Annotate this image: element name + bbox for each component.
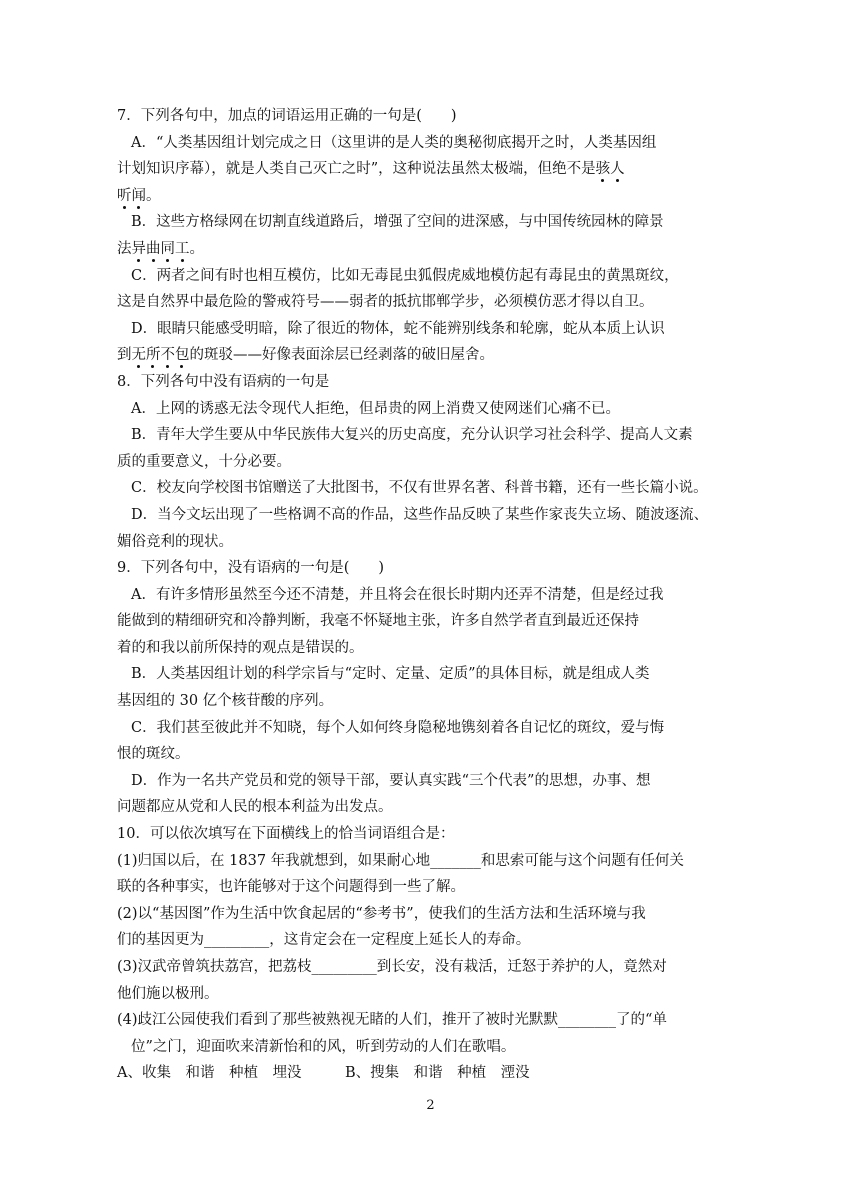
question-7-option-a-line-2: [117, 156, 747, 183]
question-7-option-a-line-1: A．“人类基因组计划完成之日（这里讲的是人类的奥秘彻底揭开之时，人类基因组: [131, 134, 657, 151]
question-7-option-a-line-3: [117, 183, 747, 210]
emphasis-dot: [166, 365, 169, 368]
question-8-option-a: A．上网的诱惑无法令现代人拒绝，但昂贵的网上消费又使网迷们心痛不已。: [131, 400, 620, 417]
emphasis-dot: [152, 259, 155, 262]
question-7-option-c-line-2: 这是自然界中最危险的警戒符号——弱者的抵抗邯郸学步，必须模仿恶才得以自卫。: [117, 294, 654, 311]
question-9-option-d-line-2: 问题都应从党和人民的根本利益为出发点。: [117, 799, 393, 816]
option-text: 的斑驳——好像表面涂层已经剥落的破旧屋舍。: [189, 347, 494, 364]
question-10-sentence-1-line-1: (1)归国以后，在 1837 年我就想到，如果耐心地_______和思索可能与这个问题有任何关: [117, 852, 684, 869]
question-8-title: 8．下列各句中没有语病的一句是: [117, 373, 330, 390]
question-7-option-d-line-1: D．眼睛只能感受明暗，除了很近的物体，蛇不能辨别线条和轮廓，蛇从本质上认识: [131, 320, 665, 337]
question-7-option-b-line-1: B．这些方格绿网在切割直线道路后，增强了空间的进深感，与中国传统园林的障景: [131, 214, 664, 231]
question-10-sentence-3-line-1: (3)汉武帝曾筑扶荔宫，把荔枝_________到长安，没有栽活，迁怒于养护的人，竟然对: [117, 959, 667, 975]
question-7-option-a-text: 计划知识序幕），就是人类自己灭亡之时”，这种说法虽然太极端，但绝不是: [117, 161, 596, 178]
question-7-title: 7．下列各句中，加点的词语运用正确的一句是( ): [117, 108, 457, 124]
emphasized-word: [117, 188, 146, 204]
punctuation: 。: [189, 240, 204, 257]
question-7-option-d-line-2: [117, 342, 747, 369]
page-number: 2: [426, 1098, 435, 1113]
question-9-option-b-line-1: B．人类基因组计划的科学宗旨与“定时、定量、定质”的具体目标，就是组成人类: [131, 666, 650, 683]
emphasis-dot: [137, 365, 140, 368]
question-7-option-b-line-2: [117, 236, 747, 263]
question-8-option-d-line-2: 媚俗竞利的现状。: [117, 533, 233, 550]
emphasized-word: [132, 347, 190, 363]
emphasis-dot: [151, 365, 154, 368]
emphasis-dot: [616, 179, 619, 182]
emphasis-dot: [137, 206, 140, 209]
question-8-option-b-line-1: B．青年大学生要从中华民族伟大复兴的历史高度，充分认识学习社会科学、提高人文素: [131, 427, 693, 444]
question-9-option-a-line-1: A．有许多情形虽然至今还不清楚，并且将会在很长时期内还弄不清楚，但是经过我: [131, 586, 664, 603]
emphasis-dot: [166, 259, 169, 262]
question-9-option-d-line-1: D．作为一名共产党员和党的领导干部，要认真实践“三个代表”的思想，办事、想: [131, 772, 651, 789]
question-9-option-c-line-1: C．我们甚至彼此并不知晓，每个人如何终身隐秘地镌刻着各自记忆的斑纹，爱与悔: [131, 719, 665, 736]
punctuation: 。: [146, 187, 161, 204]
emphasis-dot: [601, 179, 604, 182]
emphasis-dot: [137, 259, 140, 262]
emphasized-word-text: 无所不包: [131, 347, 190, 364]
question-8-option-d-line-1: D．当今文坛出现了一些格调不高的作品，这些作品反映了某些作家丧失立场、随波逐流、: [131, 506, 709, 523]
question-9-option-a-line-2: 能做到的精细研究和冷静判断，我毫不怀疑地主张，许多自然学者直到最近还保持: [117, 613, 639, 630]
emphasis-dot: [181, 259, 184, 262]
question-7-option-c-line-1: C．两者之间有时也相互模仿，比如无毒昆虫狐假虎威地模仿起有毒昆虫的黄黑斑纹，: [131, 267, 679, 284]
question-9-option-c-line-2: 恨的斑纹。: [117, 746, 190, 763]
question-8-option-c: C．校友向学校图书馆赠送了大批图书，不仅有世界名著、科普书籍，还有一些长篇小说。: [131, 480, 708, 497]
option-text: 到: [117, 347, 132, 364]
emphasized-word: [117, 241, 190, 257]
question-10-sentence-4-line-1: (4)歧江公园使我们看到了那些被熟视无睹的人们，推开了被时光默默________了的“单: [117, 1012, 667, 1029]
question-10-sentence-3-line-2: 他们施以极刑。: [117, 985, 219, 1002]
question-10-sentence-4-line-2: 位”之门，迎面吹来清新怡和的风，听到劳动的人们在歌唱。: [131, 1038, 516, 1055]
question-10-title: 10．可以依次填写在下面横线上的恰当词语组合是：: [117, 826, 455, 843]
question-10-sentence-2-line-1: (2)以“基因图”作为生活中饮食起居的“参考书”，使我们的生活方法和生活环境与我: [117, 905, 646, 922]
emphasis-dot: [123, 206, 126, 209]
emphasis-dot: [180, 365, 183, 368]
emphasized-word-text: 骇人: [595, 161, 625, 178]
page-content: [117, 103, 747, 1087]
question-10-sentence-1-line-2: 联的各种事实，也许能够对于这个问题得到一些了解。: [117, 879, 465, 896]
emphasized-word-text: 听闻: [117, 187, 146, 204]
question-10-sentence-2-line-2: 们的基因更为_________，这肯定会在一定程度上延长人的寿命。: [117, 932, 531, 949]
question-10-options: A、收集 和谐 种植 埋没 B、搜集 和谐 种植 湮没: [117, 1065, 530, 1082]
emphasized-word-text: 法异曲同工: [117, 240, 190, 257]
emphasized-word: [596, 161, 625, 177]
question-9-option-a-line-3: 着的和我以前所保持的观点是错误的。: [117, 639, 364, 656]
question-9-title: 9．下列各句中，没有语病的一句是( ): [117, 560, 385, 577]
question-9-option-b-line-2: 基因组的 30 亿个核苷酸的序列。: [117, 693, 334, 710]
question-8-option-b-line-2: 质的重要意义，十分必要。: [117, 453, 291, 470]
